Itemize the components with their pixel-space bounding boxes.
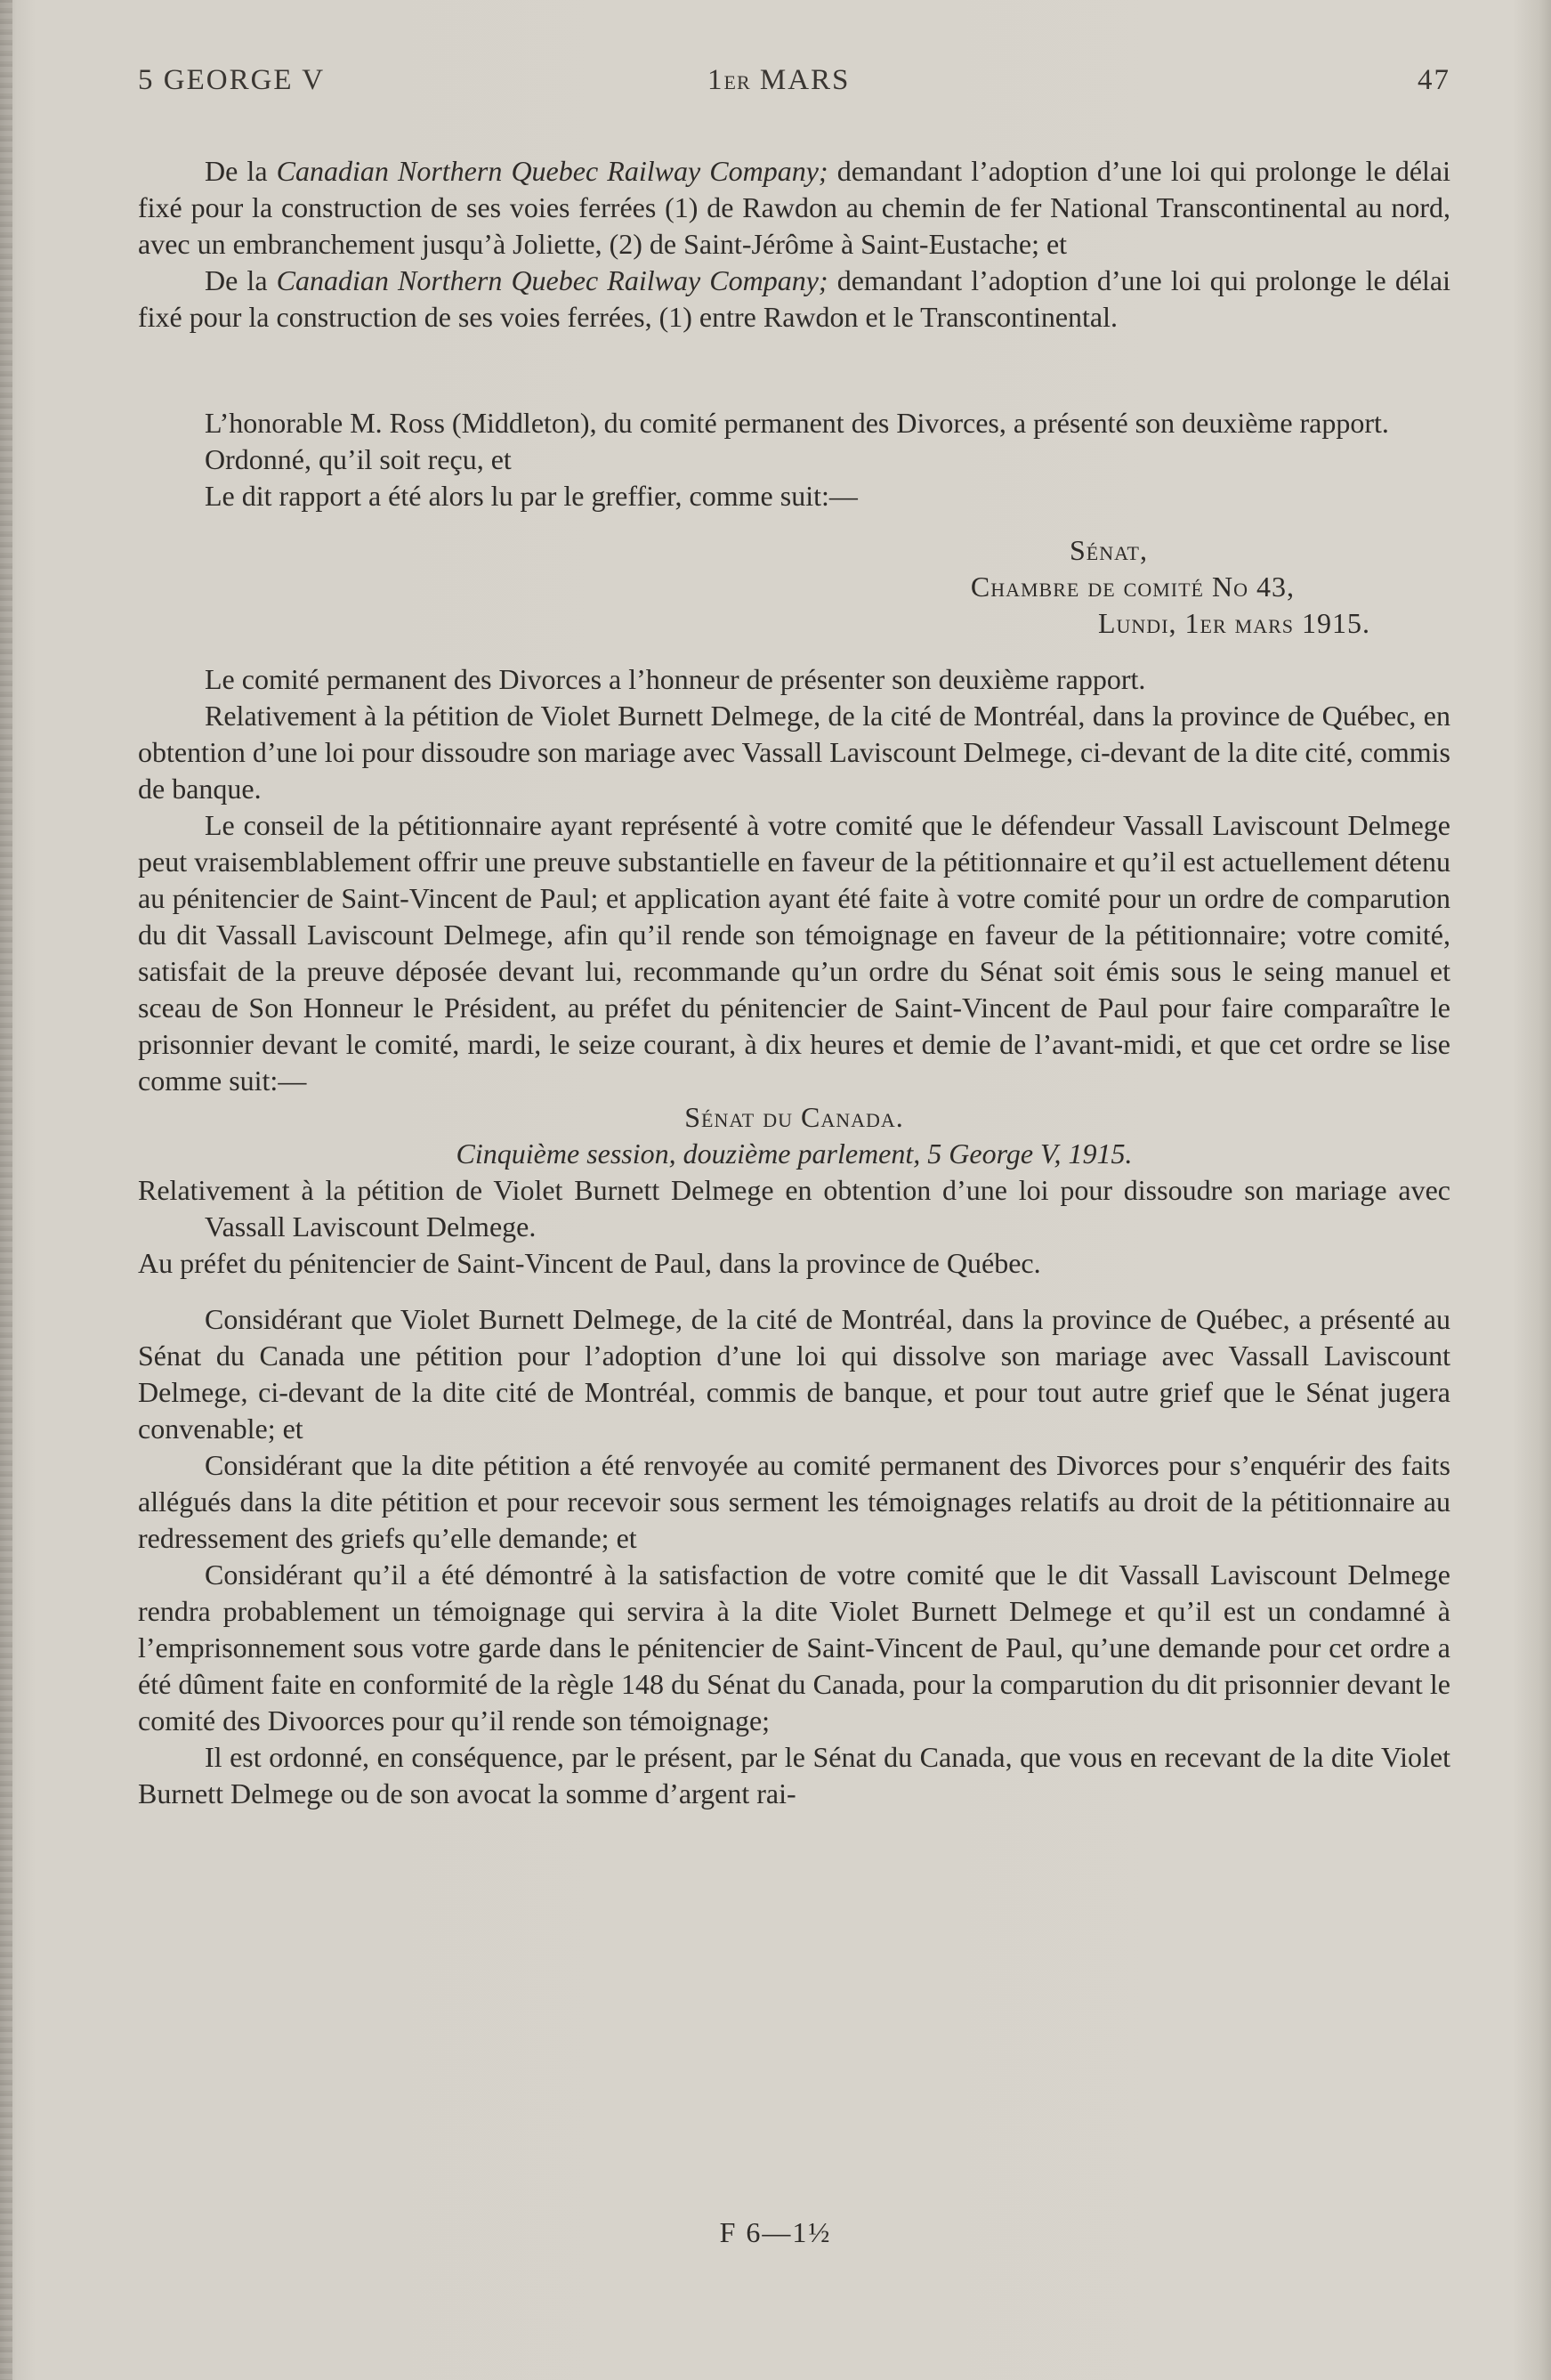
order-paragraph: Il est ordonné, en conséquence, par le présent, par le Sénat du Canada, que vous en recevant de la dite Violet Burnett Delmege ou de son avocat la somme d’argent rai- [138,1741,1450,1809]
page-number: 47 [1418,64,1450,96]
petition-lead: De la [205,155,277,187]
order-paragraph: Considérant que la dite pétition a été renvoyée au comité permanent des Divorces pour s’enquérir des faits allégués dans la dite pétition et pour recevoir sous serment les témoignages relatifs au droit de la pétitionnaire au redressement des griefs qu’elle demande; et [138,1449,1450,1554]
report-intro-paragraph: Ordonné, qu’il soit reçu, et [205,443,512,475]
order-heading: Sénat du Canada. [684,1101,904,1133]
header-center-pre: 1 [707,64,724,96]
petition-lead: De la [205,264,277,296]
header-center [707,64,850,97]
petition-paragraph [138,263,1450,336]
report-intro-paragraph: Le dit rapport a été alors lu par le greffier, comme suit:— [205,480,858,512]
order-re: Relativement à la pétition de Violet Burnett Delmege en obtention d’une loi pour dissoudre son mariage avec Vassall Laviscount Delmege. [138,1174,1450,1243]
petition-paragraph [138,153,1450,263]
header-center-post: MARS [750,64,851,96]
running-header [138,64,1450,109]
order-to: Au préfet du pénitencier de Saint-Vincent de Paul, dans la province de Québec. [138,1247,1041,1279]
report-intro-paragraph: L’honorable M. Ross (Middleton), du comité permanent des Divorces, a présenté son deuxième rapport. [205,407,1389,439]
order-paragraph: Considérant qu’il a été démontré à la satisfaction de votre comité que le dit Vassall Laviscount Delmege rendra probablement un témoignage qui servira à la dite Violet Burnett Delmege et qu’il est un condamné à l’emprisonnement sous votre garde dans le pénitencier de Saint-Vincent de Paul, qu’une demande pour cet ordre a été dûment faite en conformité de la règle 148 du Sénat du Canada, pour la comparution du dit prisonnier devant le comité des Divoorces pour qu’il rende son témoignage; [138,1558,1450,1736]
dateline-date: Lundi, 1er mars 1915. [1097,607,1370,639]
petition-text: demandant l’adoption d’une loi qui prolonge le délai fixé pour la construction de ses voies ferrées, (1) entre Rawdon et le Transcontinental. [138,264,1451,333]
petition-company: Canadian Northern Quebec Railway Company; [276,155,828,187]
header-left: 5 GEORGE V [138,64,326,96]
page-body [138,153,1450,1812]
report-body-paragraph: Le comité permanent des Divorces a l’honneur de présenter son deuxième rapport. [205,663,1146,695]
header-center-sup: ER [723,71,751,93]
order-session: Cinquième session, douzième parlement, 5 George V, 1915. [456,1137,1133,1170]
binding-edge [0,0,12,2380]
petition-company: Canadian Northern Quebec Railway Company; [276,264,828,296]
petition-text: demandant l’adoption d’une loi qui prolonge le délai fixé pour la construction de ses voies ferrées (1) de Rawdon au chemin de fer National Transcontinental au nord, avec un embranchement jusqu’à Joliette, (2) de Saint-Jérôme à Saint-Eustache; et [138,155,1451,260]
dateline-room: Chambre de comité No 43, [970,571,1295,603]
report-body-paragraph: Le conseil de la pétitionnaire ayant représenté à votre comité que le défendeur Vassall Laviscount Delmege peut vraisemblablement offrir une preuve substantielle en faveur de la pétitionnaire et qu’il est actuellement détenu au pénitencier de Saint-Vincent de Paul; et application ayant été faite à votre comité pour un ordre de comparution du dit Vassall Laviscount Delmege, afin qu’il rende son témoignage en faveur de la pétitionnaire; votre comité, satisfait de la preuve déposée devant lui, recommande qu’un ordre du Sénat soit émis sous le seing manuel et sceau de Son Honneur le Président, au préfet du pénitencier de Saint-Vincent de Paul pour faire comparaître le prisonnier devant le comité, mardi, le seize courant, à dix heures et demie de l’avant-midi, et que cet ordre se lise comme suit:— [138,809,1450,1097]
signature-mark: F 6—1½ [719,2216,832,2248]
order-paragraph: Considérant que Violet Burnett Delmege, de la cité de Montréal, dans la province de Québec, a présenté au Sénat du Canada une pétition pour l’adoption d’une loi qui dissolve son mariage avec Vassall Laviscount Delmege, ci-devant de la dite cité de Montréal, commis de banque, et pour tout autre grief que le Sénat jugera convenable; et [138,1303,1450,1445]
dateline-senate: Sénat, [1069,534,1148,566]
report-body-paragraph: Relativement à la pétition de Violet Burnett Delmege, de la cité de Montréal, dans la province de Québec, en obtention d’une loi pour dissoudre son mariage avec Vassall Laviscount Delmege, ci-devant de la dite cité, commis de banque. [138,700,1450,805]
